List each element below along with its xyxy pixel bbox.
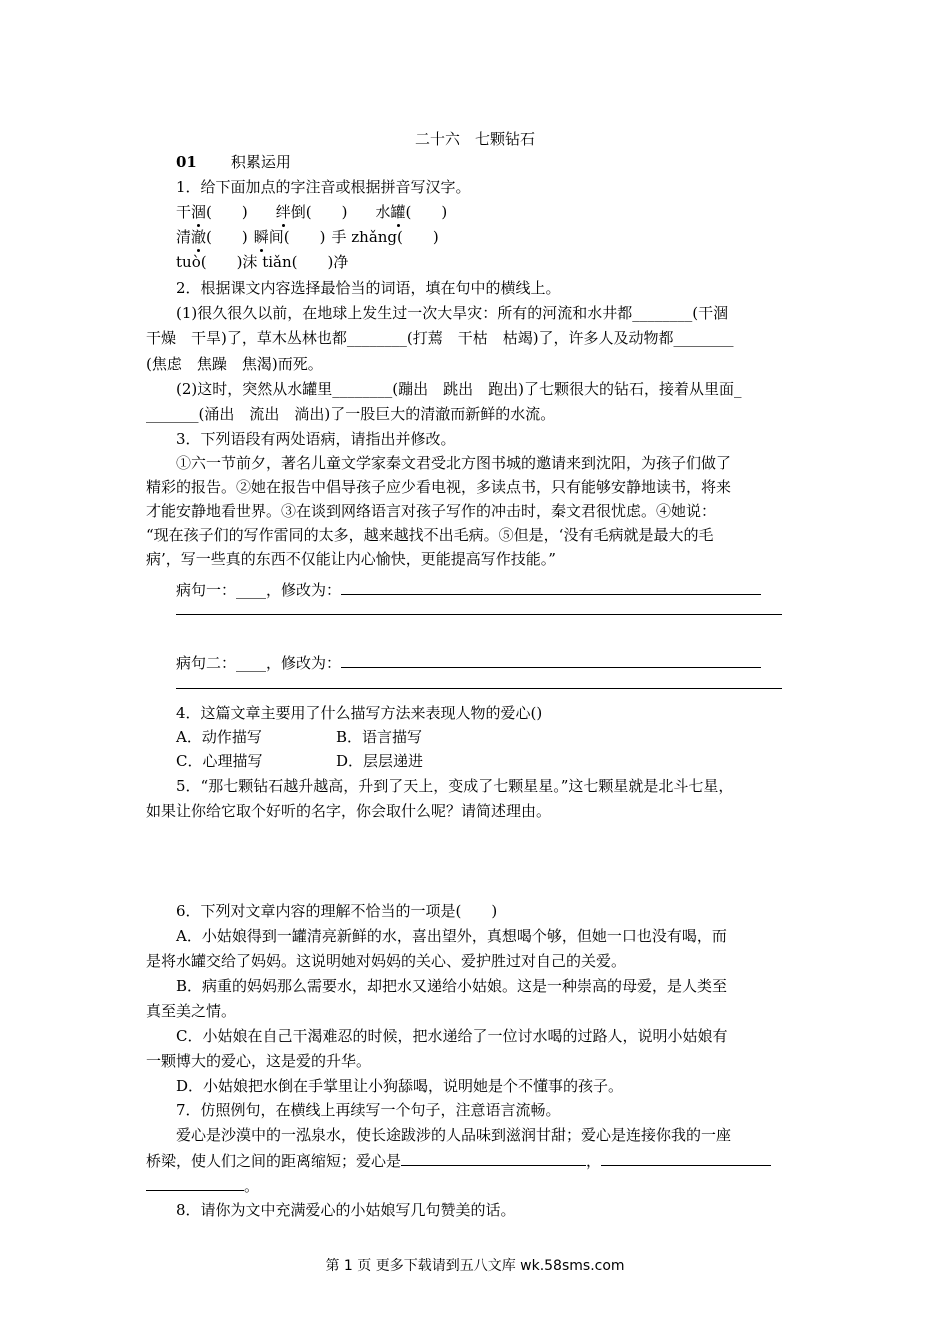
question-3-passage-line: 精彩的报告。②她在报告中倡导孩子应少看电视，多读点书，只有能够安静地读书，将来 (146, 478, 732, 496)
option-a[interactable]: A．动作描写 (176, 728, 262, 746)
question-5-line: 如果让你给它取个好听的名字，你会取什么呢？请简述理由。 (146, 802, 552, 820)
question-7-fill-row-2 (146, 1176, 259, 1196)
page-footer: 第 1 页 更多下载请到五八文库 wk.58sms.com (325, 1258, 625, 1274)
option-a[interactable]: A．小姑娘得到一罐清亮新鲜的水，喜出望外，真想喝个够，但她一口也没有喝，而 (176, 927, 727, 945)
question-7-example-end: 桥梁，使人们之间的距离缩短；爱心是 (146, 1152, 402, 1170)
question-2-para-2-cont: _______(涌出 流出 淌出)了一股巨大的清澈而新鲜的水流。 (146, 405, 556, 423)
answer-line[interactable] (401, 1151, 586, 1166)
question-7-stem: 7．仿照例句，在横线上再续写一个句子，注意语言流畅。 (176, 1101, 561, 1119)
answer-line[interactable] (176, 614, 782, 615)
option-b[interactable]: B．语言描写 (336, 728, 423, 746)
question-4-options-row-2 (176, 751, 423, 771)
question-4-options-row-1 (176, 727, 422, 747)
q1-item: 手 zhǎng( ) (331, 228, 439, 246)
answer-line[interactable] (146, 1176, 244, 1191)
answer-line[interactable] (176, 688, 782, 689)
question-3-passage-line: ①六一节前夕，著名儿童文学家秦文君受北方图书城的邀请来到沈阳，为孩子们做了 (176, 454, 732, 472)
question-3-passage-line: 病’，写一些真的东西不仅能让内心愉快，更能提高写作技能。” (146, 550, 556, 568)
question-2-para-1-cont: 干燥 干旱)了，草木丛林也都________(打蔫 干枯 枯竭)了，许多人及动物都________ (146, 329, 734, 347)
question-2-para-1: (1)很久很久以前，在地球上发生过一次大旱灾：所有的河流和水井都________(干涸 (176, 304, 729, 322)
question-2-para-1-end: (焦虑 焦躁 焦渴)而死。 (146, 355, 323, 373)
q1-item: 干涸( ) (176, 203, 248, 221)
answer-line[interactable] (341, 580, 761, 595)
question-7-example-line: 爱心是沙漠中的一泓泉水，使长途跋涉的人品味到滋润甘甜；爱心是连接你我的一座 (176, 1126, 732, 1144)
full-stop: 。 (244, 1177, 260, 1195)
option-c[interactable]: C．小姑娘在自己干渴难忍的时候，把水递给了一位讨水喝的过路人，说明小姑娘有 (176, 1027, 728, 1045)
answer-line[interactable] (341, 653, 761, 668)
question-7-fill-row (146, 1151, 771, 1171)
q1-item: 水罐( ) (375, 203, 448, 221)
question-5-line: 5．“那七颗钻石越升越高，升到了天上，变成了七颗星星。”这七颗星就是北斗七星， (176, 777, 734, 795)
section-number: 01 (176, 153, 197, 171)
option-c-cont: 一颗博大的爱心，这是爱的升华。 (146, 1052, 372, 1070)
sick-sentence-1-row (176, 580, 761, 600)
section-heading (176, 152, 291, 172)
question-1-stem: 1．给下面加点的字注音或根据拼音写汉字。 (176, 178, 471, 196)
question-1-row-3: tuò( )沫 tiǎn( )净 (176, 253, 349, 271)
question-1-row-2 (176, 227, 439, 247)
option-b[interactable]: B．病重的妈妈那么需要水，却把水又递给小姑娘。这是一种崇高的母爱，是人类至 (176, 977, 728, 995)
option-d[interactable]: D．小姑娘把水倒在手掌里让小狗舔喝，说明她是个不懂事的孩子。 (176, 1077, 624, 1095)
question-2-para-2: (2)这时，突然从水罐里________(蹦出 跳出 跑出)了七颗很大的钻石，接着从里面_ (176, 380, 742, 398)
q1-item: 瞬间( ) (253, 228, 326, 246)
option-b-cont: 真至美之情。 (146, 1002, 237, 1020)
q1-item: 清澈( ) (176, 228, 248, 246)
q1-item: 绊倒( ) (275, 203, 348, 221)
question-3-stem: 3．下列语段有两处语病，请指出并修改。 (176, 430, 456, 448)
answer-line[interactable] (601, 1151, 771, 1166)
question-2-stem: 2．根据课文内容选择最恰当的词语，填在句中的横线上。 (176, 279, 561, 297)
comma: ， (586, 1152, 602, 1170)
question-4-stem: 4．这篇文章主要用了什么描写方法来表现人物的爱心() (176, 704, 543, 722)
page-title: 二十六 七颗钻石 (414, 130, 535, 148)
question-1-row-1 (176, 202, 447, 222)
sick-sentence-1-label: 病句一：____，修改为： (176, 581, 342, 599)
option-c[interactable]: C．心理描写 (176, 752, 263, 770)
sick-sentence-2-row (176, 653, 761, 673)
question-3-passage-line: “现在孩子们的写作雷同的太多，越来越找不出毛病。⑤但是，‘没有毛病就是最大的毛 (146, 526, 714, 544)
sick-sentence-2-label: 病句二：____，修改为： (176, 654, 342, 672)
option-a-cont: 是将水罐交给了妈妈。这说明她对妈妈的关心、爱护胜过对自己的关爱。 (146, 952, 627, 970)
question-3-passage-line: 才能安静地看世界。③在谈到网络语言对孩子写作的冲击时，秦文君很忧虑。④她说： (146, 502, 717, 520)
question-8-stem: 8．请你为文中充满爱心的小姑娘写几句赞美的话。 (176, 1201, 516, 1219)
option-d[interactable]: D．层层递进 (336, 752, 424, 770)
question-6-stem: 6．下列对文章内容的理解不恰当的一项是( ) (176, 902, 498, 920)
section-name: 积累运用 (230, 153, 291, 171)
